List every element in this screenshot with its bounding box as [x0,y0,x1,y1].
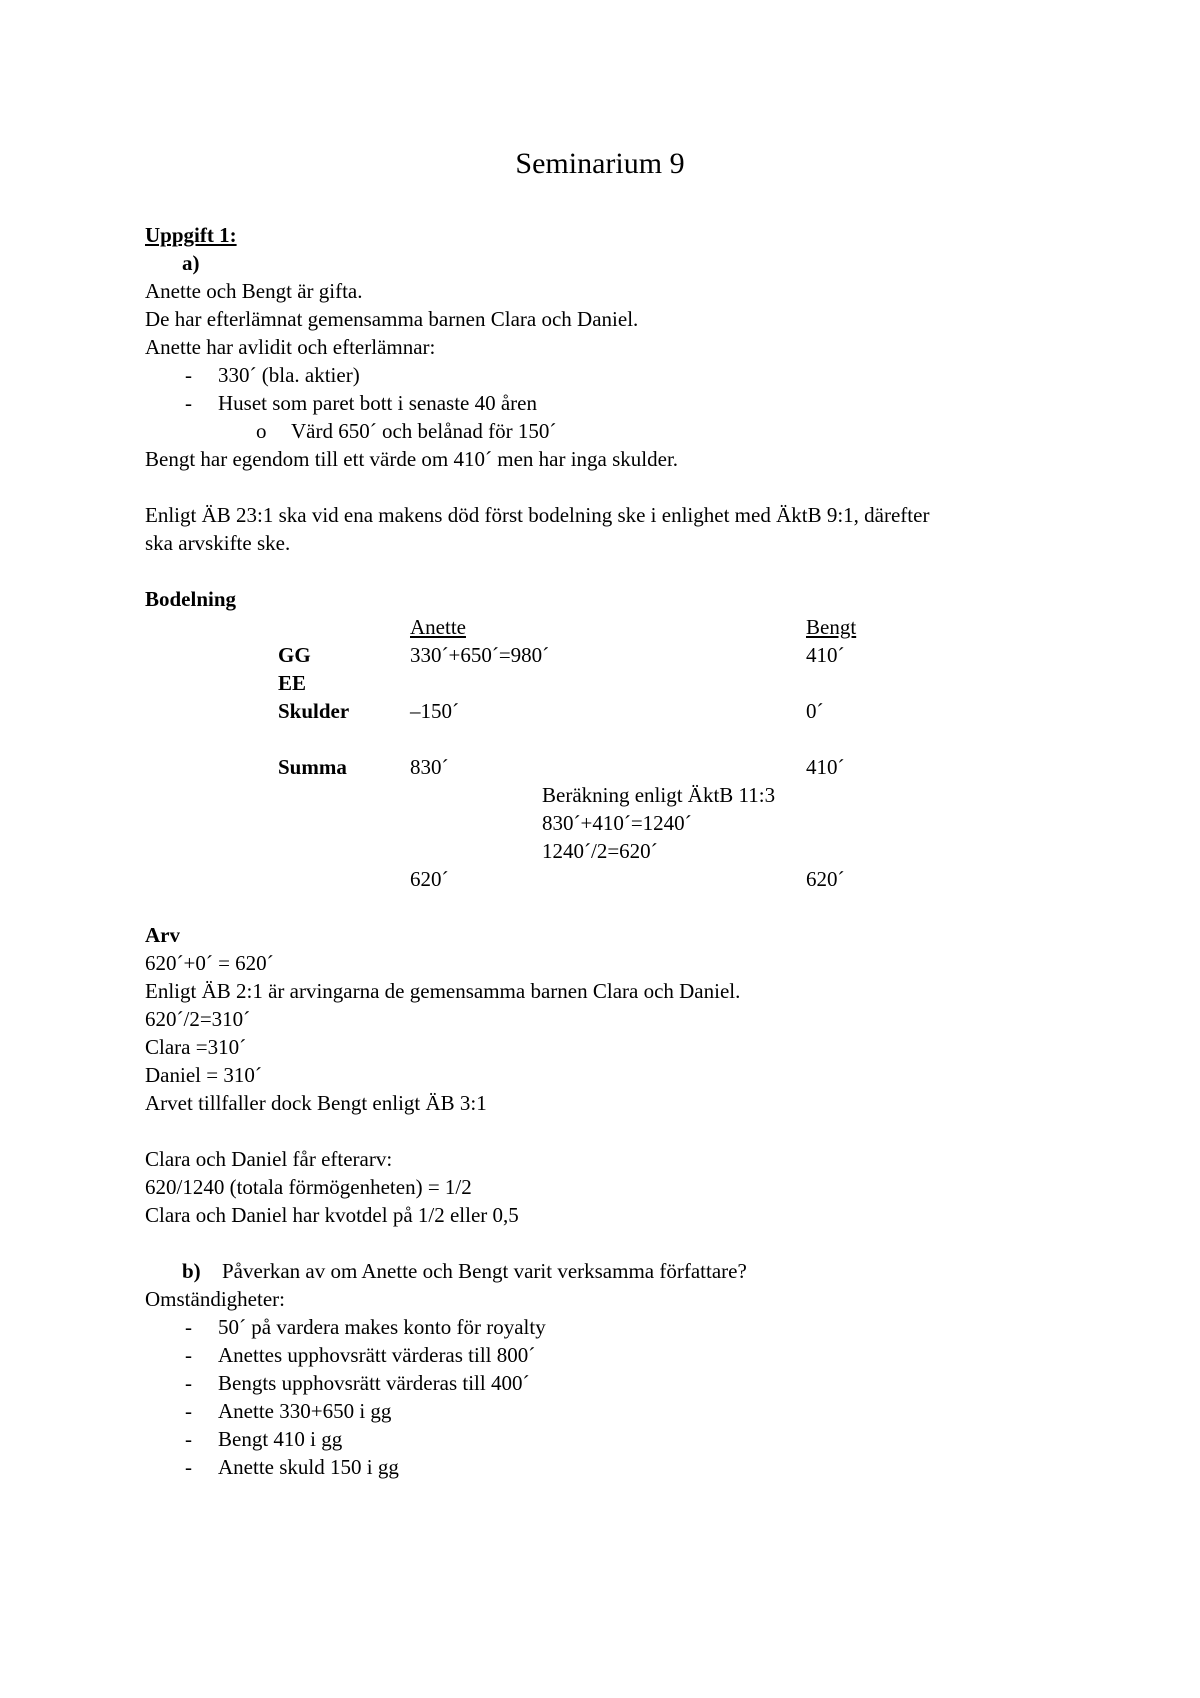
cell-bengt-summa: 410´ [806,755,845,779]
bodelning-heading: Bodelning [145,587,237,611]
list-item: Huset som paret bott i senaste 40 åren [218,391,537,415]
arv-line: 620´/2=310´ [145,1007,251,1031]
list-bullet: - [185,391,192,415]
part-b-question: Påverkan av om Anette och Bengt varit verksamma författare? [222,1259,747,1283]
calculation-line: 830´+410´=1240´ [542,811,692,835]
row-label-summa: Summa [278,755,347,779]
list-item: Anette skuld 150 i gg [218,1455,399,1479]
list-item: Anette 330+650 i gg [218,1399,392,1423]
list-bullet: - [185,1427,192,1451]
row-label-skulder: Skulder [278,699,350,723]
column-header-bengt: Bengt [806,615,857,639]
calculation-line: 1240´/2=620´ [542,839,658,863]
arv-line: Clara =310´ [145,1035,247,1059]
circumstances-heading: Omständigheter: [145,1287,285,1311]
bengt-property-text: Bengt har egendom till ett värde om 410´ men har inga skulder. [145,447,679,471]
sub-list-bullet: o [256,419,267,443]
arv-line: 620´+0´ = 620´ [145,951,274,975]
cell-anette-gg: 330´+650´=980´ [410,643,550,667]
task-heading: Uppgift 1: [145,223,237,247]
list-item: Bengts upphovsrätt värderas till 400´ [218,1371,530,1395]
page-title: Seminarium 9 [515,147,685,180]
list-bullet: - [185,1455,192,1479]
list-bullet: - [185,1399,192,1423]
list-bullet: - [185,1315,192,1339]
sub-list-item: Värd 650´ och belånad för 150´ [291,419,557,443]
list-bullet: - [185,363,192,387]
efterarv-line: Clara och Daniel har kvotdel på 1/2 eller 0,5 [145,1203,519,1227]
list-bullet: - [185,1343,192,1367]
list-bullet: - [185,1371,192,1395]
fact-line: De har efterlämnat gemensamma barnen Clara och Daniel. [145,307,639,331]
arv-heading: Arv [145,923,180,947]
legal-basis-text: ska arvskifte ske. [145,531,291,555]
calculation-line: Beräkning enligt ÄktB 11:3 [542,783,776,807]
cell-bengt-skulder: 0´ [806,699,824,723]
arv-line: Enligt ÄB 2:1 är arvingarna de gemensamma barnen Clara och Daniel. [145,979,741,1003]
cell-bengt-gg: 410´ [806,643,845,667]
fact-line: Anette har avlidit och efterlämnar: [145,335,436,359]
part-b-label: b) [182,1259,201,1283]
list-item: Bengt 410 i gg [218,1427,343,1451]
cell-anette-summa: 830´ [410,755,449,779]
result-bengt: 620´ [806,867,845,891]
cell-anette-skulder: –150´ [410,699,459,723]
list-item: 330´ (bla. aktier) [218,363,360,387]
row-label-ee: EE [278,671,307,695]
fact-line: Anette och Bengt är gifta. [145,279,363,303]
legal-basis-text: Enligt ÄB 23:1 ska vid ena makens död först bodelning ske i enlighet med ÄktB 9:1, därefter [145,503,930,527]
row-label-gg: GG [278,643,311,667]
arv-line: Arvet tillfaller dock Bengt enligt ÄB 3:1 [145,1091,487,1115]
result-anette: 620´ [410,867,449,891]
efterarv-line: 620/1240 (totala förmögenheten) = 1/2 [145,1175,472,1199]
column-header-anette: Anette [410,615,466,639]
arv-line: Daniel = 310´ [145,1063,262,1087]
list-item: 50´ på vardera makes konto för royalty [218,1315,546,1339]
part-a-label: a) [182,251,200,275]
list-item: Anettes upphovsrätt värderas till 800´ [218,1343,536,1367]
efterarv-line: Clara och Daniel får efterarv: [145,1147,393,1171]
